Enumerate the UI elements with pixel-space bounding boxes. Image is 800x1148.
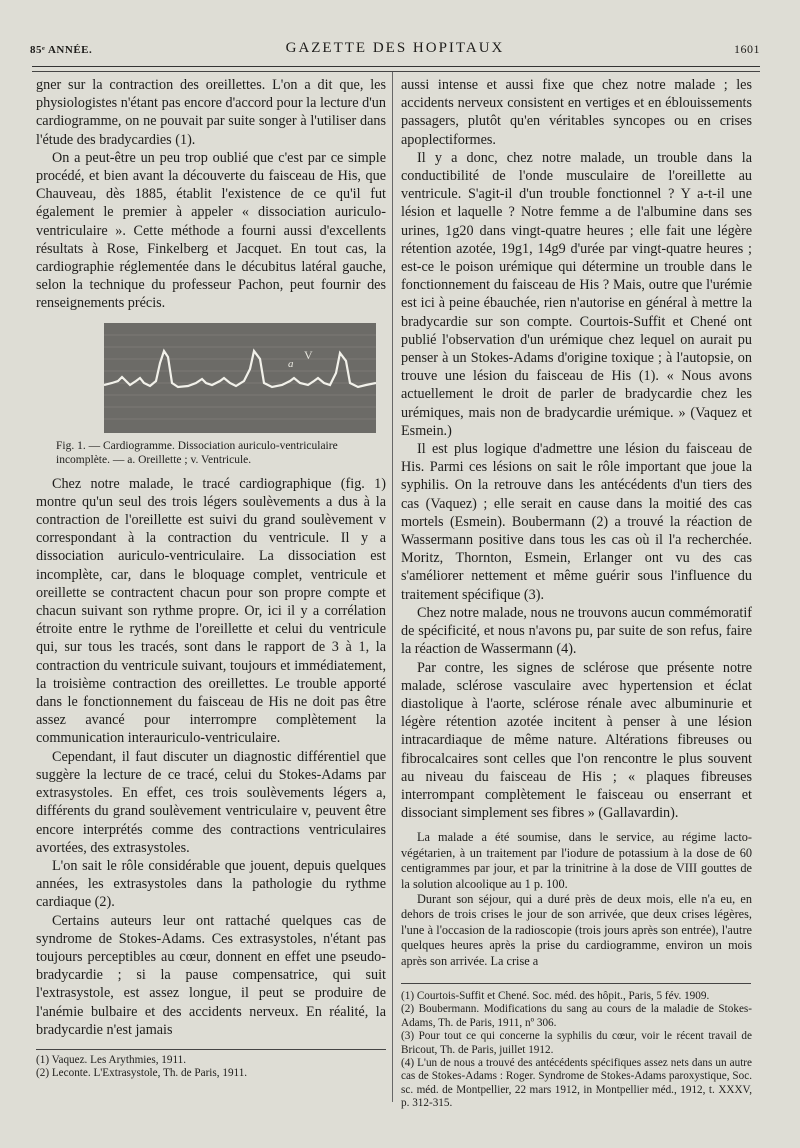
left-column bbox=[36, 76, 386, 1081]
paragraph: Il est plus logique d'admettre une lésion du faisceau de His. Parmi ces lésions on sait le rôle important que joue la syphilis. On la retrouve dans les antécédents d'un tiers des cas (Vaquez) ; elle serait en cause dans la moitié des cas mortels (Esmein). Boubermann (2) a trouvé la réaction de Wassermann positive dans tous les cas où il l'a recherchée. Moritz, Thornton, Esmein, Erlanger ont vu des cas s'améliorer nettement et même guérir sous l'influence du traitement spécifique (3). bbox=[401, 441, 752, 603]
paragraph: Certains auteurs leur ont rattaché quelques cas de syndrome de Stokes-Adams. Ces extrasystoles, n'étant pas toujours perceptibles au cœur, donnent en effet une pseudo-bradycardie ; si la pause compensatrice, qui suit l'extrasystole, est assez longue, il peut se produire de l'anémie bulbaire et des accidents nerveux. En réalité, la bradycardie n'est jamais bbox=[36, 912, 386, 1038]
footnote-rule bbox=[36, 1049, 386, 1050]
footnote: (4) L'un de nous a trouvé des antécédents spécifiques assez nets dans un autre cas de Stokes-Adams : Roger. Syndrome de Stokes-Adams paroxystique, Soc. sc. méd. de Montpellier, 22 mars 1912, in Montpellier méd., 1912, t. XXXV, p. 312-315. bbox=[401, 1057, 752, 1110]
footnote: (1) Courtois-Suffit et Chené. Soc. méd. des hôpit., Paris, 5 fév. 1909. bbox=[401, 989, 710, 1002]
issue-year: 85ᵉ ANNÉE. bbox=[30, 44, 93, 56]
footnote-rule bbox=[401, 983, 751, 984]
page-header bbox=[30, 40, 760, 60]
footnote: (2) Leconte. L'Extrasystole, Th. de Paris, 1911. bbox=[36, 1067, 248, 1080]
paragraph: Chez notre malade, nous ne trouvons aucun commémoratif de spécificité, et nous n'avons pu, par suite de son refus, faire la réaction de Wassermann (4). bbox=[401, 604, 752, 658]
figure-label-a: a bbox=[288, 357, 294, 370]
paragraph: Par contre, les signes de sclérose que présente notre malade, sclérose vasculaire avec hypertension et éclat diastolique à l'aorte, sclérose rénale avec albuminurie et légère rétention azotée incitent à penser à une lésion intracardiaque de même nature. Altérations fibreuses ou fibrocalcaires sont celles que l'on rencontre le plus souvent au niveau du faisceau de His ; « plaques fibreuses interrompant complètement le faisceau ou enserrant et dissociant simplement ses fibres » (Gallavardin). bbox=[401, 659, 752, 822]
figure-caption: Fig. 1. — Cardiogramme. Dissociation auriculo-ventriculaire incomplète. — a. Oreillette ; v. Ventricule. bbox=[56, 439, 338, 466]
paragraph: Chez notre malade, le tracé cardiographique (fig. 1) montre qu'un seul des trois légers soulèvements a dus à la contraction de l'oreillette est suivi du grand soulèvement v correspondant à la contraction du ventricule. Il y a dissociation auriculo-ventriculaire. La dissociation est incomplète, car, dans le bloquage complet, ventricule et oreillette se contractent chacun pour son propre compte et chacun suivant son rythme propre. Or, ici il y a corrélation étroite entre le rythme de l'oreillette et celui du ventricule qui, sur tous les tracés, sont dans le rapport de 3 à 1, la contraction du ventricule suivant, toujours et immédiatement, la troisième contraction des oreillettes. Le trouble apporté dans le fonctionnement du faisceau de His ne doit pas être assez avancé pour interrompre complètement la communication interauriculo-ventriculaire. bbox=[36, 475, 386, 747]
paragraph: L'on sait le rôle considérable que jouent, depuis quelques années, les extrasystoles dans la pathologie du rythme cardiaque (2). bbox=[36, 857, 386, 911]
header-rule-thin bbox=[32, 71, 760, 72]
paragraph: On a peut-être un peu trop oublié que c'est par ce simple procédé, et bien avant la découverte du faisceau de His, que Chauveau, dès 1885, établit l'existence de ce qu'il fut également le premier à appeler « dissociation auriculo-ventriculaire ». Cette méthode a fourni aussi d'excellents résultats à Rose, Finkelberg et Jacquet. En tout cas, la cardiographie réglementée dans le décubitus latéral gauche, selon la technique du professeur Pachon, peut fournir des renseignements précis. bbox=[36, 149, 386, 312]
footnote: (2) Boubermann. Modifications du sang au cours de la maladie de Stokes-Adams, Th. de Paris, 1911, nº 306. bbox=[401, 1003, 752, 1029]
paragraph: gner sur la contraction des oreillettes. L'on a dit que, les physiologistes n'étant pas encore d'accord pour la lecture d'un cardiogramme, on ne pouvait par suite songer à l'utiliser dans l'étude des bradycardies (1). bbox=[36, 77, 386, 148]
figure-label-v: V bbox=[304, 347, 313, 362]
small-paragraph: La malade a été soumise, dans le service, au régime lacto-végétarien, à un traitement par l'iodure de potassium à la dose de 60 centigrammes par jour, et par la trinitrine à la dose de VIII gouttes de la solution alcoolique au 1 p. 100. bbox=[401, 830, 752, 891]
page-number: 1601 bbox=[734, 42, 760, 56]
right-column bbox=[401, 76, 752, 1111]
paragraph: Cependant, il faut discuter un diagnostic différentiel que suggère la lecture de ce tracé, celui du Stokes-Adams par extrasystoles. En effet, ces trois soulèvements légers a, différents du grand soulèvement ventriculaire v, peuvent être encore interprétés comme des contractions ventriculaires avortées, des extrasystoles. bbox=[36, 748, 386, 856]
header-rule bbox=[32, 66, 760, 67]
paragraph: aussi intense et aussi fixe que chez notre malade ; les accidents nerveux consistent en vertiges et en éblouissements passagers, plutôt qu'en véritables syncopes ou en crises apoplectiformes. bbox=[401, 77, 752, 148]
small-paragraph: Durant son séjour, qui a duré près de deux mois, elle n'a eu, en dehors de trois crises le jour de son arrivée, que deux crises légères, l'une à l'occasion de la radioscopie (trois jours après son entrée), l'autre quelques heures après la prise du cardiogramme, environ un mois après son arrivée. La crise a bbox=[401, 891, 752, 968]
paragraph: Il y a donc, chez notre malade, un trouble dans la conductibilité de l'onde musculaire de l'oreillette au ventricule. S'agit-il d'un trouble fonctionnel ? Y a-t-il une lésion et laquelle ? Notre femme a de l'albumine dans ses urines, 1g20 dans vingt-quatre heures ; elle fait une légère rétention azotée, 19g1, 14g9 d'urée par vingt-quatre heures ; est-ce le poison urémique qui détermine un trouble dans le fonctionnement du faisceau de His ? Mais, outre que l'urémie est ici à peine ébauchée, rien n'autorise en général à mettre la bradycardie sur son compte. Courtois-Suffit et Chené ont publié l'observation d'un urémique chez lequel on aurait pu penser à un Stokes-Adams d'origine toxique ; à l'autopsie, on trouve une lésion du faisceau de His (1). « Nous avons actuellement le droit de parler de bradycardie chez les urémiques, mais non de bradycardie urémique. » (Vaquez et Esmein.) bbox=[401, 149, 752, 439]
cardiogram-figure bbox=[104, 323, 376, 433]
footnote: (1) Vaquez. Les Arythmies, 1911. bbox=[36, 1053, 187, 1066]
column-divider bbox=[392, 72, 393, 1102]
journal-title: GAZETTE DES HOPITAUX bbox=[285, 40, 505, 56]
footnotes bbox=[401, 983, 752, 1111]
footnote: (3) Pour tout ce qui concerne la syphilis du cœur, voir le récent travail de Bricout, Th. de Paris, juillet 1912. bbox=[401, 1030, 752, 1056]
